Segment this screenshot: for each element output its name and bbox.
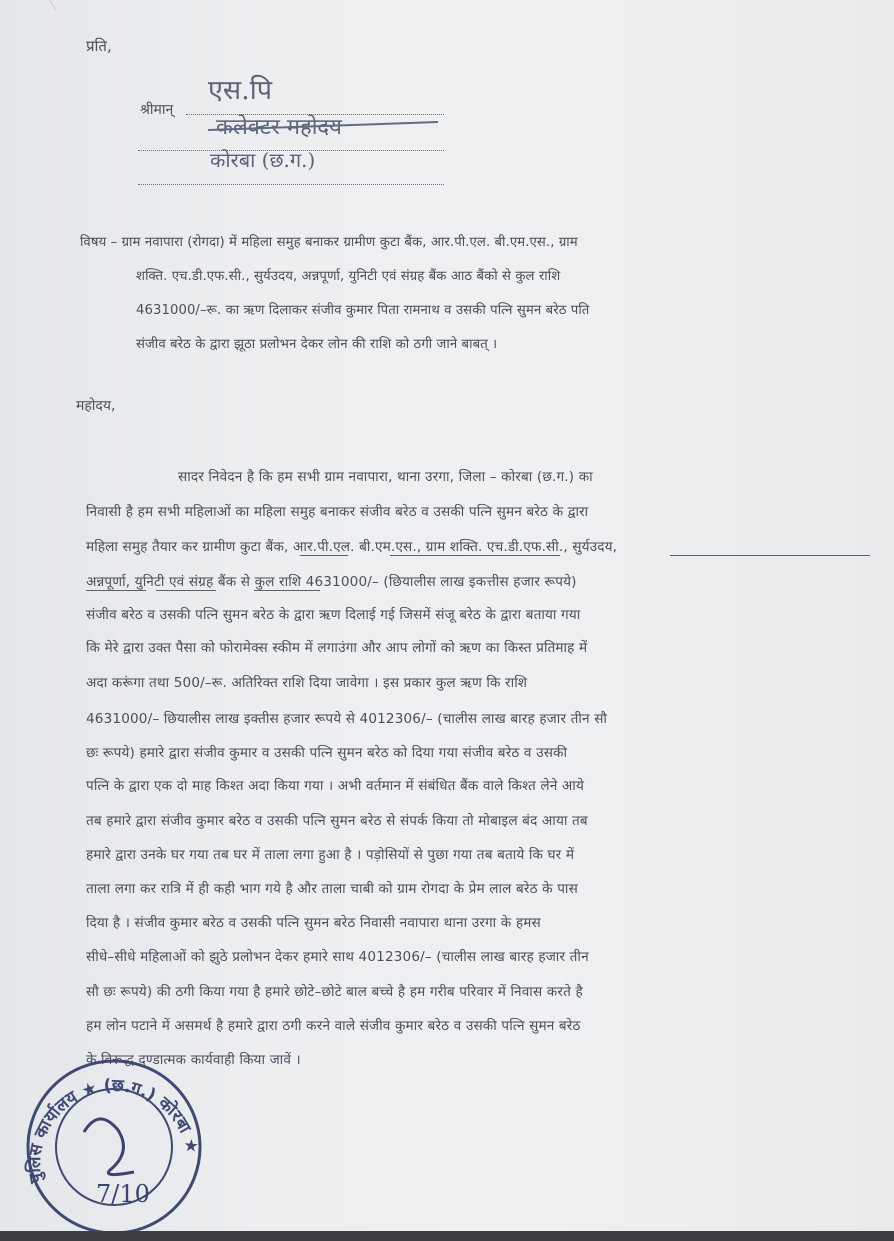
svg-text:7/10: 7/10: [96, 1180, 150, 1208]
body-line: सौ छः रूपये) की ठगी किया गया है हमारे छोटे–छोटे बाल बच्चे है हम गरीब परिवार में निवास करते है: [86, 984, 583, 1000]
prati-label: प्रति,: [86, 37, 112, 55]
body-line: सादर निवेदन है कि हम सभी ग्राम नवापारा, थाना उरगा, जिला – कोरबा (छ.ग.) का: [178, 469, 593, 485]
photo-bottom-edge: [0, 1231, 894, 1241]
body-line: के विरूद्ध दण्डात्मक कार्यवाही किया जावें ।: [86, 1052, 301, 1068]
pen-underline: [300, 555, 348, 556]
pen-underline: [156, 590, 216, 591]
subject-line: विषय – ग्राम नवापारा (रोगदा) में महिला समुह बनाकर ग्रामीण कुटा बैंक, आर.पी.एल. बी.एम.एस., ग्राम: [80, 235, 578, 250]
handwritten-addressee-collector: कलेक्टर महोदय: [216, 115, 342, 140]
body-line: ताला लगा कर रात्रि में ही कही भाग गये है और ताला चाबी को ग्राम रोगदा के प्रेम लाल बरेठ के पास: [86, 881, 578, 897]
handwritten-addressee-sp: एस.पि: [208, 75, 273, 106]
body-line: हमारे द्वारा उनके घर गया तब घर में ताला लगा हुआ है । पड़ोसियों से पुछा गया तब बताये कि घर में: [86, 847, 575, 863]
subject-line: संजीव बरेठ के द्वारा झूठा प्रलोभन देकर लोन की राशि को ठगी जाने बाबत् ।: [136, 337, 498, 352]
police-office-stamp: [14, 1052, 214, 1238]
salutation: महोदय,: [76, 398, 116, 414]
body-line: तब हमारे द्वारा संजीव कुमार बरेठ व उसकी पत्नि सुमन बरेठ से संपर्क किया तो मोबाइल बंद आया तब: [86, 813, 588, 829]
body-line: छः रूपये) हमारे द्वारा संजीव कुमार व उसकी पत्नि सुमन बरेठ को दिया गया संजीव बरेठ व उसकी: [86, 745, 568, 761]
paper-fold-mark: [0, 0, 57, 33]
address-dotted-line-3: [138, 184, 444, 185]
body-line: कि मेरे द्वारा उक्त पैसा को फोरामेक्स स्कीम में लगाउंगा और आप लोगों को ऋण का किस्त प्रतिमाह में: [86, 640, 588, 656]
pen-underline: [390, 555, 560, 556]
body-line: महिला समुह तैयार कर ग्रामीण कुटा बैंक, आर.पी.एल. बी.एम.एस., ग्राम शक्ति. एच.डी.एफ.सी., सुर्यउदय,: [86, 539, 618, 555]
body-line: 4631000/– छियालीस लाख इक्तीस हजार रूपये से 4012306/– (चालीस लाख बारह हजार तीन सौ: [86, 711, 608, 727]
body-line: दिया है । संजीव कुमार बरेठ व उसकी पत्नि सुमन बरेठ निवासी नवापारा थाना उरगा के हमस: [86, 915, 541, 931]
body-line: अदा करूंगा तथा 500/–रू. अतिरिक्त राशि दिया जावेगा । इस प्रकार कुल ऋण कि राशि: [86, 675, 528, 691]
pen-underline: [254, 590, 320, 591]
body-line: निवासी है हम सभी महिलाओं का महिला समुह बनाकर संजीव बरेठ व उसकी पत्नि सुमन बरेठ के द्वारा: [86, 504, 589, 520]
pen-underline: [670, 555, 870, 556]
handwritten-addressee-place: कोरबा (छ.ग.): [210, 148, 316, 172]
svg-text:पुलिस कार्यालय ★ (छ.ग.) कोरबा: पुलिस कार्यालय ★ (छ.ग.) कोरबा ★: [24, 1075, 203, 1185]
body-line: सीधे–सीधे महिलाओं को झुठे प्रलोभन देकर हमारे साथ 4012306/– (चालीस लाख बारह हजार तीन: [86, 949, 589, 965]
body-line: हम लोन पटाने में असमर्थ है हमारे द्वारा ठगी करने वाले संजीव कुमार बरेठ व उसकी पत्नि सुमन बरेठ: [86, 1018, 581, 1034]
body-line: पत्नि के द्वारा एक दो माह किश्त अदा किया गया । अभी वर्तमान में संबंधित बैंक वाले किश्त लेने आये: [86, 778, 585, 794]
body-line: अन्नपूर्णा, युनिटी एवं संग्रह बैंक से कुल राशि 4631000/– (छियालीस लाख इकत्तीस हजार रूपये): [86, 574, 577, 590]
pen-underline: [86, 590, 146, 591]
subject-line: 4631000/–रू. का ऋण दिलाकर संजीव कुमार पिता रामनाथ व उसकी पत्नि सुमन बरेठ पति: [136, 303, 590, 318]
shriman-label: श्रीमान्: [140, 102, 174, 118]
body-line: संजीव बरेठ व उसकी पत्नि सुमन बरेठ के द्वारा ऋण दिलाई गई जिसमें संजू बरेठ के द्वारा बताया गया: [86, 607, 581, 623]
subject-line: शक्ति. एच.डी.एफ.सी., सुर्यउदय, अन्नपूर्णा, युनिटी एवं संग्रह बैंक आठ बैंको से कुल राशि: [136, 269, 561, 284]
